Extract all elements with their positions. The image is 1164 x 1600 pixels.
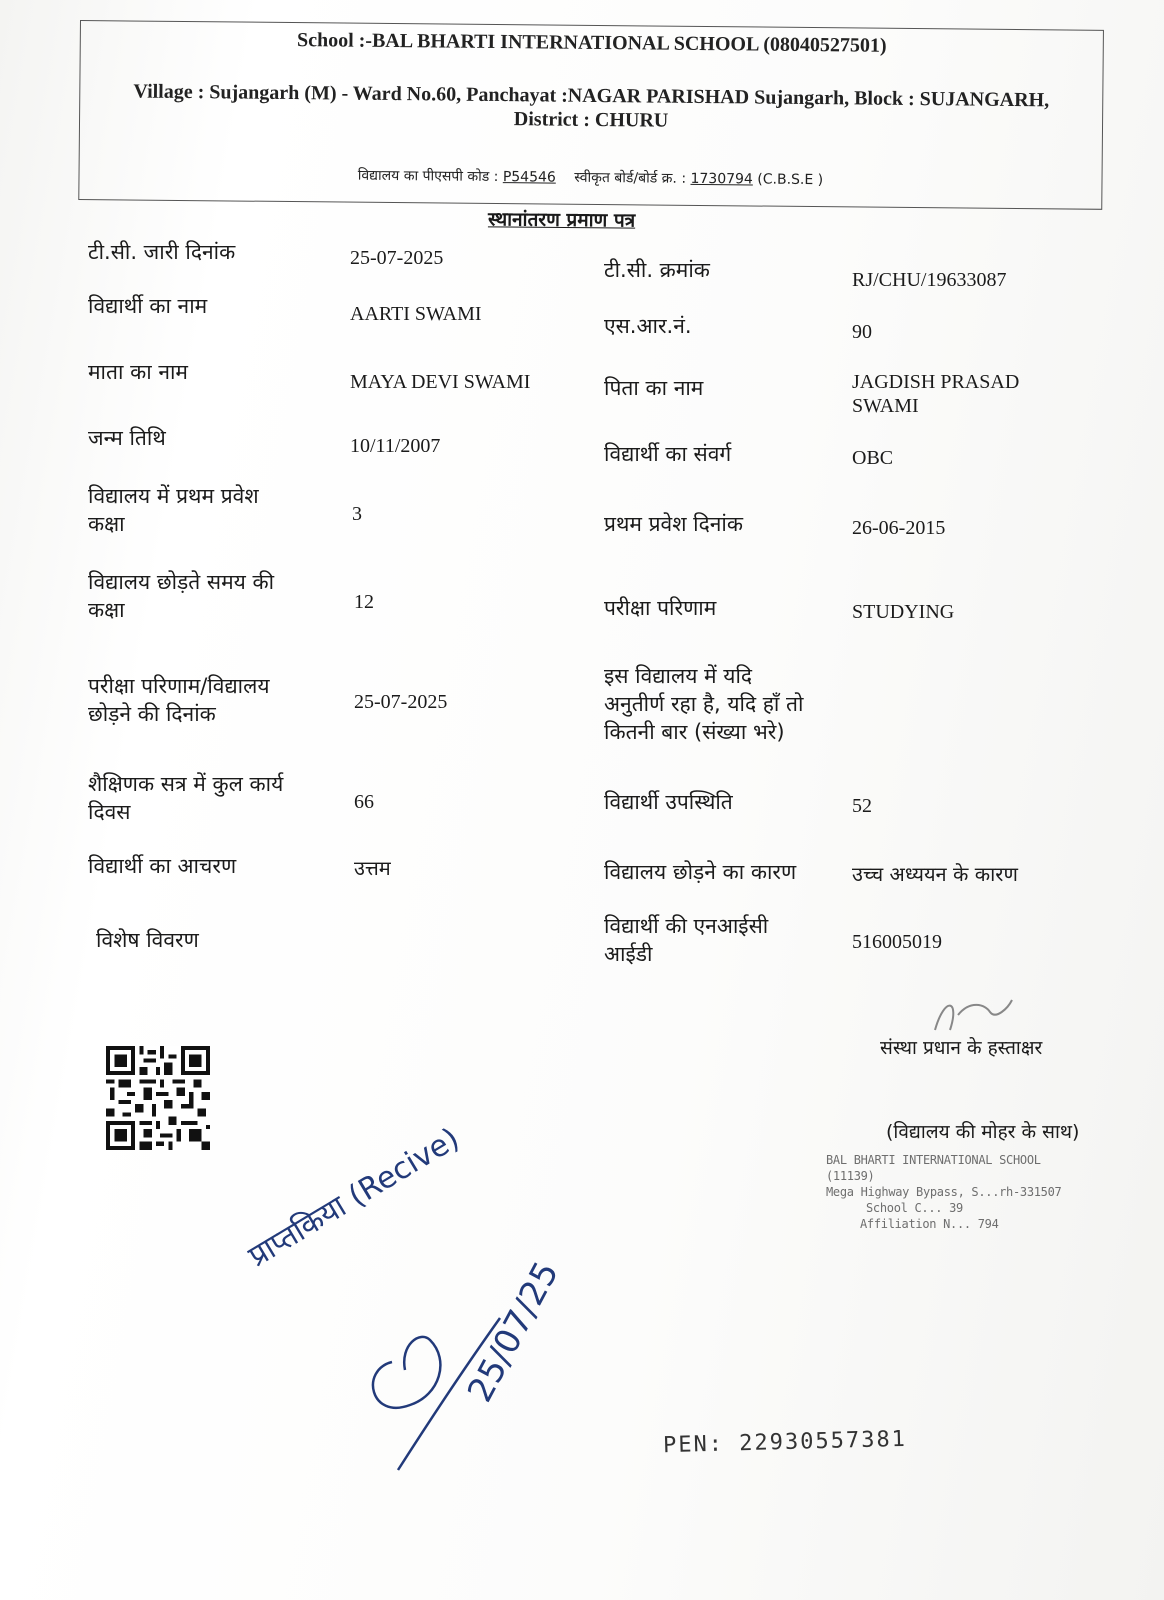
first-admission-class-label-line1: विद्यालय में प्रथम प्रवेश	[88, 484, 259, 508]
father-name-value-line1: JAGDISH PRASAD	[852, 371, 1020, 393]
leaving-class-value: 12	[354, 591, 374, 613]
stamp-line1: BAL BHARTI INTERNATIONAL SCHOOL (11139)	[826, 1153, 1041, 1183]
result-leaving-date-label-line1: परीक्षा परिणाम/विद्यालय	[88, 674, 270, 698]
student-name-value: AARTI SWAMI	[350, 303, 482, 325]
sr-no-value: 90	[852, 321, 872, 343]
stamp-line3: School C... 39	[866, 1201, 963, 1215]
seal-label: (विद्यालय की मोहर के साथ)	[886, 1121, 1080, 1143]
dob-label: जन्म तिथि	[88, 426, 166, 450]
school-address: Village : Sujangarh (M) - Ward No.60, Panchayat :NAGAR PARISHAD Sujangarh, Block : SUJANGARH, District : CHURU	[133, 80, 1050, 132]
conduct-label: विद्यार्थी का आचरण	[88, 854, 237, 878]
school-name: School :-BAL BHARTI INTERNATIONAL SCHOOL (08040527501)	[296, 29, 887, 57]
result-leaving-date-value: 25-07-2025	[354, 691, 448, 713]
leaving-class-label-line2: कक्षा	[88, 598, 125, 622]
conduct-value: उत्तम	[354, 856, 391, 880]
tc-issue-date-label: टी.सी. जारी दिनांक	[88, 240, 236, 264]
attendance-value: 52	[852, 795, 872, 817]
working-days-label-line2: दिवस	[88, 800, 131, 824]
first-admission-date-value: 26-06-2015	[852, 517, 946, 539]
school-codes	[79, 163, 1101, 192]
psp-code-label: विद्यालय का पीएसपी कोड :	[357, 167, 499, 186]
certificate-title: स्थानांतरण प्रमाण पत्र	[487, 208, 636, 232]
mother-name-value: MAYA DEVI SWAMI	[350, 371, 531, 393]
exam-result-value: STUDYING	[852, 601, 955, 623]
psp-code: P54546	[502, 169, 556, 186]
board-name: (C.B.S.E )	[757, 171, 824, 189]
leaving-class-label-line1: विद्यालय छोड़ते समय की	[88, 570, 275, 594]
head-signature-label: संस्था प्रधान के हस्ताक्षर	[880, 1037, 1043, 1059]
board-label: स्वीकृत बोर्ड/बोर्ड क्र. :	[574, 169, 687, 187]
category-value: OBC	[852, 447, 894, 469]
dob-value: 10/11/2007	[350, 435, 441, 457]
board-number: 1730794	[690, 170, 753, 188]
school-stamp	[826, 1152, 1066, 1242]
result-leaving-date-label-line2: छोड़ने की दिनांक	[88, 702, 216, 726]
stamp-line4: Affiliation N... 794	[860, 1217, 999, 1231]
first-admission-class-label-line2: कक्षा	[88, 512, 125, 536]
nic-id-label-line2: आईडी	[604, 942, 653, 966]
attendance-label: विद्यार्थी उपस्थिति	[604, 790, 733, 814]
student-name-label: विद्यार्थी का नाम	[88, 294, 208, 318]
stamp-line2: Mega Highway Bypass, S...rh-331507	[826, 1185, 1062, 1199]
working-days-value: 66	[354, 791, 374, 813]
mother-name-label: माता का नाम	[88, 360, 188, 384]
working-days-label-line1: शैक्षिणक सत्र में कुल कार्य	[88, 772, 284, 796]
father-name-value-line2: SWAMI	[852, 395, 919, 417]
failed-count-label-line3: कितनी बार (संख्या भरे)	[604, 720, 785, 744]
sr-no-label: एस.आर.नं.	[604, 314, 692, 338]
qr-code-icon	[106, 1046, 210, 1150]
nic-id-value: 516005019	[852, 931, 942, 953]
remarks-label: विशेष विवरण	[96, 928, 199, 952]
receive-note: प्राप्तकिया (Recive)	[242, 1121, 466, 1275]
first-admission-class-value: 3	[352, 503, 362, 525]
nic-id-label-line1: विद्यार्थी की एनआईसी	[604, 914, 769, 938]
pen-number: PEN: 22930557381	[662, 1426, 908, 1459]
receive-date: 25/07/25	[460, 1255, 568, 1409]
failed-count-label-line1: इस विद्यालय में यदि	[604, 664, 753, 688]
exam-result-label: परीक्षा परिणाम	[604, 596, 717, 620]
father-name-label: पिता का नाम	[604, 376, 704, 400]
tc-number-label: टी.सी. क्रमांक	[604, 258, 710, 282]
school-header-box	[78, 20, 1104, 210]
tc-issue-date-value: 25-07-2025	[350, 247, 444, 269]
leaving-reason-value: उच्च अध्ययन के कारण	[852, 862, 1018, 886]
failed-count-label-line2: अनुतीर्ण रहा है, यदि हाँ तो	[604, 692, 804, 716]
tc-number-value: RJ/CHU/19633087	[852, 269, 1007, 291]
leaving-reason-label: विद्यालय छोड़ने का कारण	[604, 860, 797, 884]
category-label: विद्यार्थी का संवर्ग	[604, 442, 732, 466]
first-admission-date-label: प्रथम प्रवेश दिनांक	[604, 512, 743, 536]
